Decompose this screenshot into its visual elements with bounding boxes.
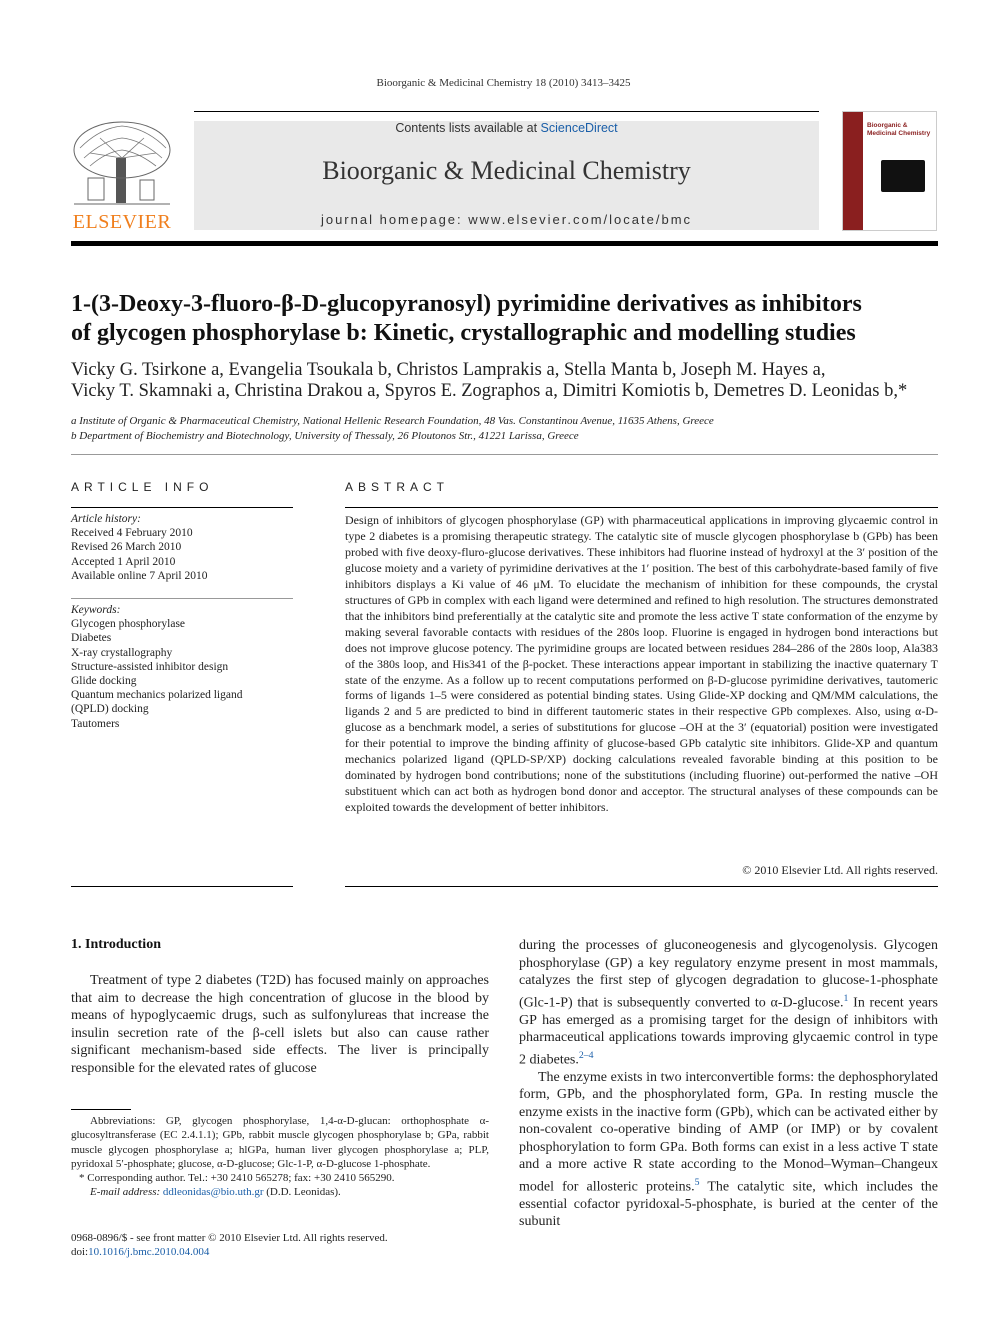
article-info-heading: ARTICLE INFO: [71, 480, 214, 494]
contents-prefix: Contents lists available at: [395, 121, 541, 135]
doi-line: [71, 1245, 388, 1259]
header-thick-rule: [71, 241, 938, 246]
footnotes: [71, 1114, 489, 1200]
journal-homepage[interactable]: journal homepage: www.elsevier.com/locate/bmc: [320, 212, 693, 227]
doi-link[interactable]: 10.1016/j.bmc.2010.04.004: [88, 1246, 210, 1258]
corresponding-author-footnote: * Corresponding author. Tel.: +30 2410 565278; fax: +30 2410 565290.: [79, 1172, 395, 1185]
email-link[interactable]: ddleonidas@bio.uth.gr: [162, 1186, 264, 1199]
affiliation-b: b Department of Biochemistry and Biotechnology, University of Thessaly, 26 Ploutonos Str., 41221 Larissa, Greece: [71, 430, 579, 442]
title-line-2: of glycogen phosphorylase b: Kinetic, crystallographic and modelling studies: [71, 320, 856, 346]
article-title: [71, 290, 941, 348]
keyword: Tautomers: [71, 717, 120, 730]
intro-paragraph-1: Treatment of type 2 diabetes (T2D) has focused mainly on approaches that aim to decrease the high concentration of glucose in the blood by means of hypoglycaemic drugs, such as sulfonylureas that increase the insulin secretion rate of the β-cell islets but also can cause rather significant mechanism-based side effects. The liver is principally responsible for the elevated rates of glucose: [71, 973, 489, 1076]
history-online: Available online 7 April 2010: [71, 569, 208, 582]
keyword: Diabetes: [71, 632, 112, 645]
keyword: Glide docking: [71, 675, 137, 688]
cover-spine: [843, 112, 863, 230]
issn-line: 0968-0896/$ - see front matter © 2010 Elsevier Ltd. All rights reserved.: [71, 1232, 388, 1244]
journal-title: Bioorganic & Medicinal Chemistry: [322, 156, 691, 185]
intro-right-column: [519, 937, 938, 1231]
keywords-label: Keywords:: [71, 604, 121, 616]
history-received: Received 4 February 2010: [71, 527, 193, 540]
contents-line: [194, 121, 819, 135]
para3-text-a: The enzyme exists in two interconvertible forms: the dephosphorylated form, GPb, and the phosphorylated form, GPa. In resting muscle the enzyme exists in the inactive form (GPb), which can be activated either by non-covalent co-operative binding of AMP (or IMP) or by covalent phosphorylation to form GPa. Both forms can exist in a less active T state and a more active R state according to the Monod–Wyman–Changeux model for allosteric proteins.: [519, 1069, 938, 1195]
journal-cover-thumbnail: [842, 111, 937, 231]
keywords: [71, 603, 293, 731]
article-history: [71, 512, 293, 583]
front-matter: [71, 1231, 388, 1259]
info-bottom-rule: [71, 886, 293, 887]
keyword: X-ray crystallography: [71, 646, 173, 659]
intro-paragraph-3: [519, 1069, 938, 1231]
footnote-rule: [71, 1109, 131, 1110]
history-label: Article history:: [71, 513, 141, 525]
email-label: E-mail address:: [90, 1186, 163, 1199]
authors-line-2: Vicky T. Skamnaki a, Christina Drakou a, Spyros E. Zographos a, Dimitri Komiotis b, Demetres D. Leonidas b,*: [71, 381, 908, 401]
sciencedirect-link[interactable]: ScienceDirect: [540, 121, 618, 135]
affiliation-rule: [71, 454, 938, 455]
history-accepted: Accepted 1 April 2010: [71, 555, 176, 568]
intro-paragraph-2: [519, 937, 938, 1069]
intro-left-column: [71, 972, 489, 1077]
abbreviations-footnote: Abbreviations: GP, glycogen phosphorylase, 1,4-α-D-glucan: orthophosphate α-glucosyltransferase (EC 2.4.1.1); GPb, rabbit muscle glycogen phosphorylase b; GPa, rabbit muscle glycogen phosphorylase a; hlGPa, human liver glycogen phosphorylase a; PLP, pyridoxal 5′-phosphate; glucose, α-D-glucose; Glc-1-P, α-D-glucose 1-phosphate.: [71, 1115, 489, 1170]
cover-image: [881, 160, 925, 192]
title-line-1: 1-(3-Deoxy-3-fluoro-β-D-glucopyranosyl) pyrimidine derivatives as inhibitors: [71, 291, 862, 317]
keywords-rule: [71, 598, 293, 599]
abstract-copyright: © 2010 Elsevier Ltd. All rights reserved.: [742, 863, 938, 877]
affiliation-a: a Institute of Organic & Pharmaceutical Chemistry, National Hellenic Research Foundation, 48 Vas. Constantinou Avenue, 11635 Athens, Greece: [71, 415, 714, 427]
doi-label: doi:: [71, 1246, 89, 1258]
keyword: Structure-assisted inhibitor design: [71, 660, 229, 673]
para2-text-a: during the processes of gluconeogenesis and glycogenolysis. Glycogen phosphorylase (GP) a key regulatory enzyme present in most mammals, catalyzes the first step of glycogen degradation to glucose-1-phosphate (Glc-1-P) that is subsequently converted to α-D-glucose.: [519, 938, 938, 1011]
elsevier-wordmark: ELSEVIER: [72, 211, 172, 233]
keyword: Glycogen phosphorylase: [71, 618, 186, 631]
email-suffix: (D.D. Leonidas).: [263, 1186, 341, 1199]
para2-text-b: In recent years GP has emerged as a promising target for the design of inhibitors with pharmaceutical applications towards improving glycaemic control in type 2 diabetes.: [519, 995, 938, 1068]
keyword: Quantum mechanics polarized ligand: [71, 689, 243, 702]
abstract-bottom-rule: [345, 886, 938, 887]
authors-line-1: Vicky G. Tsirkone a, Evangelia Tsoukala b, Christos Lamprakis a, Stella Manta b, Joseph M. Hayes a,: [71, 360, 826, 380]
reference-link[interactable]: 1: [843, 992, 849, 1004]
journal-citation: Bioorganic & Medicinal Chemistry 18 (2010) 3413–3425: [376, 77, 631, 89]
keyword: (QPLD) docking: [71, 703, 149, 716]
article-info-rule: [71, 507, 293, 508]
history-revised: Revised 26 March 2010: [71, 541, 182, 554]
abstract-rule: [345, 507, 938, 508]
para3-text-b: The catalytic site, which includes the essential cofactor pyridoxal-5-phosphate, is buried at the center of the subunit: [519, 1179, 939, 1230]
author-list: [71, 360, 951, 402]
header-top-rule: [194, 111, 819, 112]
reference-link[interactable]: 5: [694, 1176, 700, 1188]
cover-title: Bioorganic & Medicinal Chemistry: [867, 122, 931, 137]
abstract-heading: ABSTRACT: [345, 480, 450, 494]
email-footnote: [71, 1185, 489, 1199]
introduction-heading: 1. Introduction: [71, 937, 161, 952]
reference-link[interactable]: 2–4: [578, 1049, 594, 1061]
abstract-text: Design of inhibitors of glycogen phosphorylase (GP) with pharmaceutical applications in improving glycaemic control in type 2 diabetes is a promising therapeutic strategy. The catalytic site of muscle glycogen phosphorylase b (GPb) has been probed with five deoxy-fluro-glucose derivatives. These inhibitors had fluorine instead of hydroxyl at the 3′ position of the glucose moiety and a variety of pyrimidine derivatives at the 1′ position. The best of this carbohydrate-based family of five inhibitors displays a Ki value of 46 μM. To elucidate the mechanism of inhibition for these compounds, the crystal structures of GPb in complex with each ligand were determined and refined to high resolution. The structures demonstrated that the inhibitors bind preferentially at the catalytic site and promote the less active T state conformation of the enzyme by making several favorable contacts with residues of the 280s loop. Fluorine is engaged in hydrogen bond interactions but does not improve glucose potency. The pyrimidine groups are located between residues 284–286 of the 280s loop, Ala383 of the 380s loop, and His341 of the β-pocket. These interactions appear important in stabilizing the inactive quaternary T state of the enzyme. As a follow up to recent computations performed on β-D-glucose pyrimidine derivatives, tautomeric forms of ligands 1–5 were considered as potential binding states. Using Glide-XP docking and QM/MM calculations, the ligands 2 and 5 are predicted to bind in different tautomeric states in their respective GPb complexes. Also, using α-D-glucose as a benchmark model, a series of substitutions for glucose –OH at the 3′ (equatorial) position were investigated for their potential to improve the binding affinity of glucose-based GPb catalytic site inhibitors. Glide-XP and quantum mechanics polarized ligand (QPLD-SP/XP) docking calculations revealed favorable binding at this position to be dominated by hydrogen bond contributions; none of the substitutions (including fluorine) out-performed the native –OH substituent which can act both as hydrogen bond donor and acceptor. The structural analyses of these compounds can be exploited towards the development of better inhibitors.: [345, 513, 938, 815]
